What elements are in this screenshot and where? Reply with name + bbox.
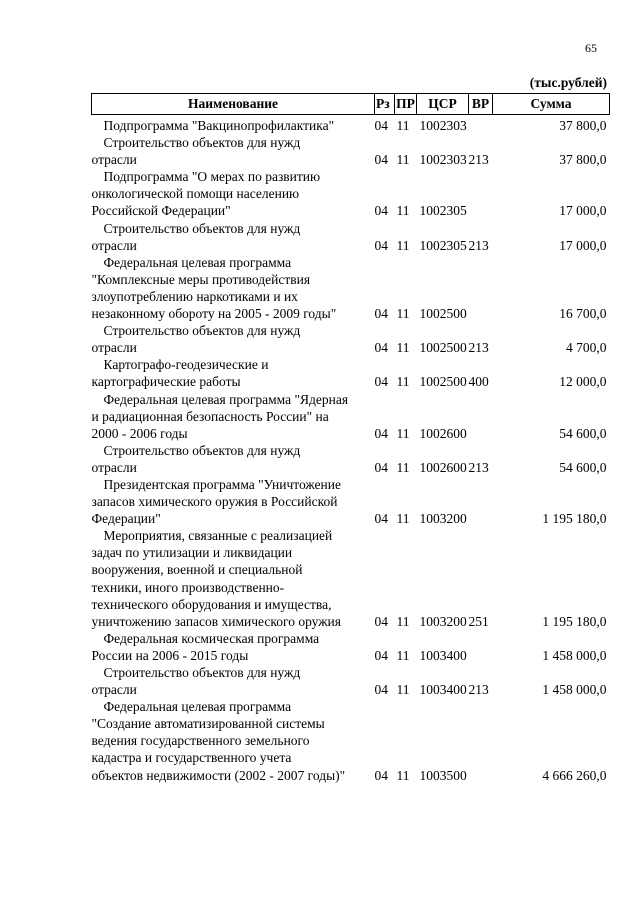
row-name <box>92 664 375 698</box>
row-name-line: Строительство объектов для нужд <box>103 220 301 236</box>
row-name <box>92 442 375 476</box>
row-vr <box>469 168 493 219</box>
header-csr: ЦСР <box>417 94 469 115</box>
row-name-line: Строительство объектов для нужд <box>103 442 301 458</box>
row-sum: 1 195 180,0 <box>542 613 607 629</box>
row-csr: 1003200 <box>419 511 467 527</box>
row-name <box>92 476 375 527</box>
row-name <box>92 168 375 219</box>
row-name <box>92 527 375 630</box>
header-sum: Сумма <box>493 94 610 115</box>
row-vr <box>469 115 493 135</box>
row-csr: 1002303 <box>419 118 467 133</box>
row-vr: 400 <box>468 374 489 390</box>
row-csr: 1003400 <box>419 647 467 663</box>
row-rz: 04 <box>374 647 388 663</box>
row-csr: 1002500 <box>419 340 467 356</box>
row-name-line: кадастра и государственного учета <box>91 750 292 766</box>
row-rz: 04 <box>374 374 388 390</box>
row-name-line: Мероприятия, связанные с реализацией <box>103 528 333 544</box>
row-name-line: 2000 - 2006 годы <box>91 425 188 441</box>
row-sum: 12 000,0 <box>559 374 607 390</box>
row-rz: 04 <box>374 118 388 133</box>
row-sum: 54 600,0 <box>559 425 607 441</box>
row-name-line: Президентская программа "Уничтожение <box>103 476 341 492</box>
row-vr: 213 <box>468 340 489 356</box>
row-name-line: Федеральная целевая программа "Ядерная <box>103 391 349 407</box>
row-csr: 1002500 <box>419 306 467 322</box>
page-number: 65 <box>585 41 597 55</box>
row-sum: 4 666 260,0 <box>542 767 607 783</box>
row-vr: 213 <box>468 237 489 253</box>
row-name-line: злоупотреблению наркотиками и их <box>91 288 298 304</box>
table-row <box>92 391 610 442</box>
row-vr: 213 <box>468 152 489 168</box>
row-pr: 11 <box>396 682 410 698</box>
row-name-line: задач по утилизации и ликвидации <box>91 545 293 561</box>
row-name-line: Федеральная целевая программа <box>103 699 292 715</box>
row-rz: 04 <box>374 613 388 629</box>
table-row <box>92 527 610 630</box>
row-rz: 04 <box>374 340 388 356</box>
row-name-line: Картографо-геодезические и <box>103 357 269 373</box>
row-name-line: отрасли <box>91 237 137 253</box>
row-name-line: картографические работы <box>91 374 241 390</box>
row-name-line: Подпрограмма "О мерах по развитию <box>103 169 321 185</box>
row-name <box>92 134 375 168</box>
row-rz: 04 <box>374 237 388 253</box>
table-row <box>92 476 610 527</box>
row-rz: 04 <box>374 425 388 441</box>
row-vr: 251 <box>468 613 489 629</box>
row-sum: 1 458 000,0 <box>542 682 607 698</box>
row-name-line: Российской Федерации" <box>91 203 231 219</box>
row-csr: 1002305 <box>419 237 467 253</box>
row-name <box>92 698 375 783</box>
row-vr <box>469 391 493 442</box>
row-rz: 04 <box>374 459 388 475</box>
row-vr <box>469 476 493 527</box>
row-name <box>92 391 375 442</box>
row-sum: 17 000,0 <box>559 237 607 253</box>
row-pr: 11 <box>396 340 410 356</box>
row-name <box>92 254 375 322</box>
header-rz: Рз <box>375 94 395 115</box>
table-header-row <box>92 94 610 115</box>
row-csr: 1003500 <box>419 767 467 783</box>
row-pr: 11 <box>396 613 410 629</box>
row-name-line: ведения государственного земельного <box>91 733 310 749</box>
row-name-line: России на 2006 - 2015 годы <box>91 647 249 663</box>
row-name-line: техники, иного производственно- <box>91 579 285 595</box>
row-name-line: Строительство объектов для нужд <box>103 135 301 151</box>
row-rz: 04 <box>374 203 388 219</box>
row-csr: 1003400 <box>419 682 467 698</box>
row-name-line: Строительство объектов для нужд <box>103 665 301 680</box>
row-csr: 1002600 <box>419 425 467 441</box>
row-name-line: Подпрограмма "Вакцинопрофилактика" <box>103 118 335 133</box>
row-vr: 213 <box>468 682 489 698</box>
row-name-line: "Комплексные меры противодействия <box>91 271 311 287</box>
row-name-line: отрасли <box>91 459 137 475</box>
row-pr: 11 <box>396 767 410 783</box>
table-row <box>92 664 610 698</box>
row-name-line: отрасли <box>91 682 137 698</box>
row-sum: 1 195 180,0 <box>542 511 607 527</box>
header-name: Наименование <box>92 94 375 115</box>
row-pr: 11 <box>396 647 410 663</box>
row-pr: 11 <box>396 152 410 168</box>
table-row <box>92 322 610 356</box>
row-pr: 11 <box>396 237 410 253</box>
row-name-line: незаконному обороту на 2005 - 2009 годы" <box>91 306 337 322</box>
row-csr: 1002600 <box>419 459 467 475</box>
table-row <box>92 630 610 664</box>
row-pr: 11 <box>396 374 410 390</box>
row-name-line: Федеральная космическая программа <box>103 630 320 646</box>
row-name <box>92 220 375 254</box>
row-vr <box>469 254 493 322</box>
row-csr: 1002305 <box>419 203 467 219</box>
header-pr: ПР <box>395 94 417 115</box>
row-sum: 17 000,0 <box>559 203 607 219</box>
row-name <box>92 115 375 135</box>
table-row <box>92 115 610 135</box>
table-row <box>92 698 610 783</box>
row-vr <box>469 698 493 783</box>
row-rz: 04 <box>374 511 388 527</box>
row-name-line: объектов недвижимости (2002 - 2007 годы)" <box>91 767 346 783</box>
row-vr <box>469 630 493 664</box>
row-sum: 16 700,0 <box>559 306 607 322</box>
row-csr: 1002303 <box>419 152 467 168</box>
row-pr: 11 <box>396 306 410 322</box>
row-name <box>92 630 375 664</box>
row-rz: 04 <box>374 306 388 322</box>
row-sum: 4 700,0 <box>566 340 607 356</box>
row-sum: 1 458 000,0 <box>542 647 607 663</box>
row-name-line: отрасли <box>91 152 137 168</box>
row-rz: 04 <box>374 152 388 168</box>
row-sum: 37 800,0 <box>559 118 607 133</box>
table-row <box>92 356 610 390</box>
row-name-line: запасов химического оружия в Российской <box>91 494 338 510</box>
row-vr: 213 <box>468 459 489 475</box>
header-vr: ВР <box>469 94 493 115</box>
row-name <box>92 322 375 356</box>
table-row <box>92 168 610 219</box>
row-name-line: Федеральная целевая программа <box>103 254 292 270</box>
row-name-line: технического оборудования и имущества, <box>91 596 332 612</box>
row-name-line: онкологической помощи населению <box>91 186 300 202</box>
table-body <box>92 115 610 784</box>
row-name-line: "Создание автоматизированной системы <box>91 716 325 732</box>
row-name-line: вооружения, военной и специальной <box>91 562 303 578</box>
row-name-line: отрасли <box>91 340 137 356</box>
row-pr: 11 <box>396 425 410 441</box>
row-name-line: Строительство объектов для нужд <box>103 323 301 339</box>
row-name <box>92 356 375 390</box>
row-name-line: Федерации" <box>91 511 161 527</box>
row-pr: 11 <box>396 511 410 527</box>
budget-table <box>91 93 610 784</box>
row-csr: 1003200 <box>419 613 467 629</box>
row-name-line: и радиационная безопасность России" на <box>91 408 329 424</box>
table-row <box>92 220 610 254</box>
row-pr: 11 <box>396 459 410 475</box>
table-row <box>92 134 610 168</box>
units-label: (тыс.рублей) <box>529 75 607 90</box>
row-pr: 11 <box>396 118 410 133</box>
row-sum: 37 800,0 <box>559 152 607 168</box>
row-pr: 11 <box>396 203 410 219</box>
row-name-line: уничтожению запасов химического оружия <box>91 613 341 629</box>
table-row <box>92 254 610 322</box>
row-csr: 1002500 <box>419 374 467 390</box>
row-sum: 54 600,0 <box>559 459 607 475</box>
row-rz: 04 <box>374 682 388 698</box>
row-rz: 04 <box>374 767 388 783</box>
table-row <box>92 442 610 476</box>
